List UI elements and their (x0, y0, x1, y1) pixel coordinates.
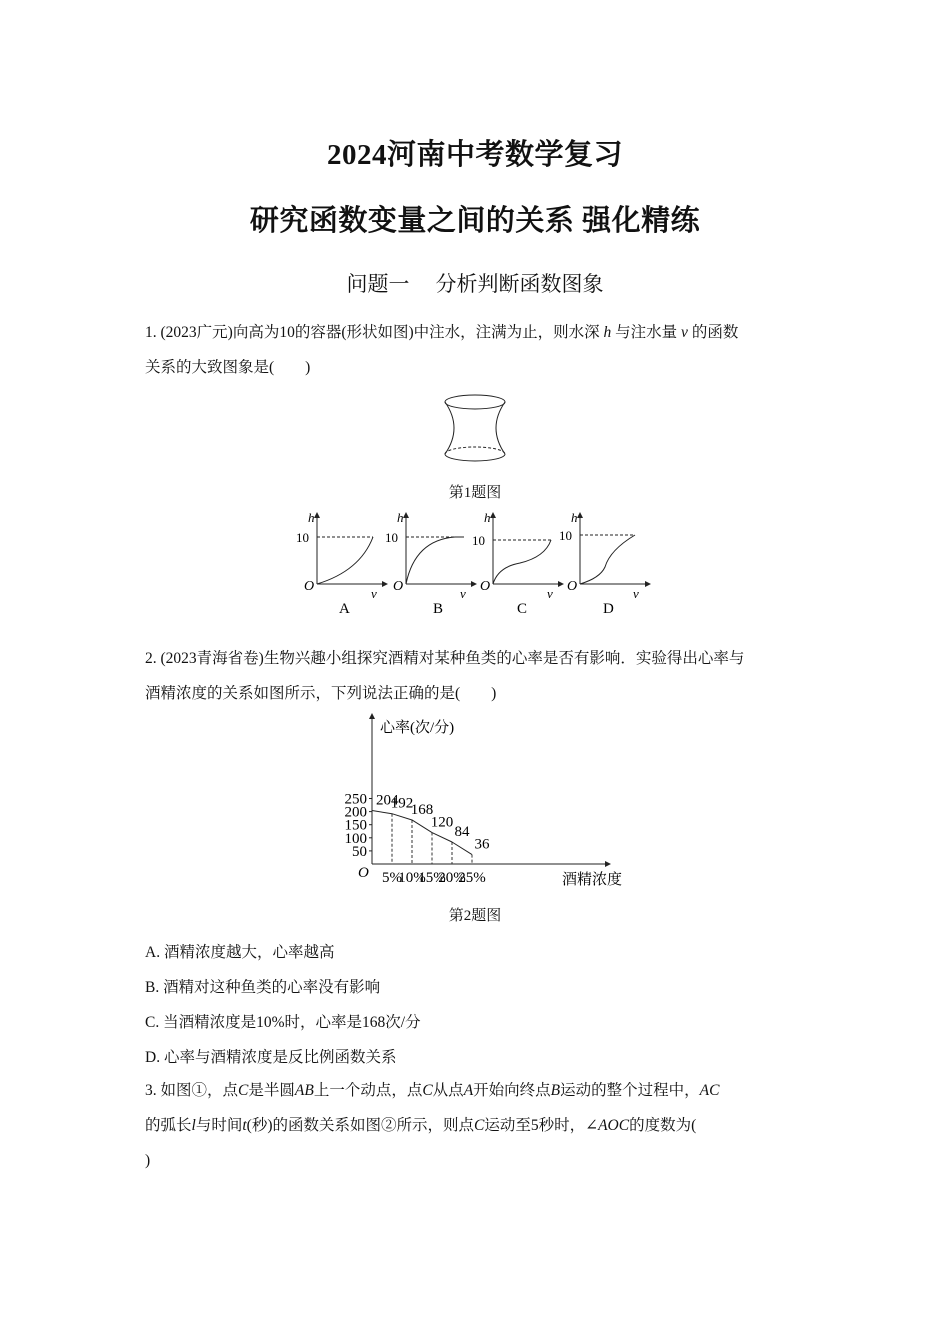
variable-h: h (603, 324, 612, 341)
section-title: 分析判断函数图象 (435, 272, 604, 296)
point-c: C (473, 1117, 485, 1134)
option-graph-c (472, 510, 563, 617)
heart-rate-chart (320, 710, 640, 900)
option-graph-a (296, 510, 387, 617)
point-a: A (463, 1082, 474, 1099)
question-source: (2023青海省卷) (160, 650, 264, 667)
option-text: 酒精浓度越大，心率越高 (163, 944, 335, 961)
question-number: 1. (145, 324, 157, 341)
svg-text:C: C (517, 601, 528, 617)
point-b: B (550, 1082, 561, 1099)
question-text: 如图①，点 (160, 1082, 239, 1099)
question-text: 运动至5秒时， (484, 1117, 586, 1134)
svg-text:250: 250 (344, 791, 367, 808)
svg-text:B: B (433, 601, 444, 617)
question-text: 上一个动点，点 (313, 1082, 423, 1099)
variable-v: v (681, 324, 688, 341)
question-text: 与注水量 (615, 324, 678, 341)
question-number: 2. (145, 650, 157, 667)
svg-text:v: v (547, 586, 553, 601)
svg-text:100: 100 (344, 830, 367, 847)
document-subtitle: 研究函数变量之间的关系 强化精练 (249, 205, 701, 237)
question-text: 生物兴趣小组探究酒精对某种鱼类的心率是否有影响．实验得出心率与 (263, 650, 745, 667)
question-2-text (145, 641, 810, 711)
point-c: C (238, 1082, 249, 1099)
question-text: 运动的整个过程中， (560, 1082, 700, 1099)
question-text: 的弧长 (145, 1117, 192, 1134)
option-a[interactable] (145, 940, 334, 962)
container-figure (435, 390, 515, 470)
question-number: 3. (145, 1082, 157, 1099)
option-c[interactable] (145, 1010, 421, 1032)
question-text: 的函数 (691, 324, 739, 341)
svg-text:10%: 10% (398, 870, 426, 886)
svg-text:10: 10 (472, 533, 485, 548)
question-text: 关系的大致图象是( ) (145, 359, 311, 376)
figure-2-caption: 第2题图 (448, 908, 502, 924)
svg-text:25%: 25% (458, 870, 486, 886)
option-text: 心率与酒精浓度是反比例函数关系 (163, 1049, 397, 1066)
svg-text:168: 168 (410, 801, 434, 818)
svg-text:120: 120 (430, 814, 454, 831)
variable-t: t (242, 1117, 247, 1134)
angle-aoc: ∠AOC (585, 1117, 630, 1134)
svg-text:10: 10 (385, 530, 398, 545)
svg-text:h: h (397, 510, 404, 525)
svg-text:v: v (633, 586, 639, 601)
svg-text:36: 36 (474, 836, 490, 853)
question-text: 从点 (432, 1082, 464, 1099)
document-title: 2024河南中考数学复习 (326, 139, 623, 171)
svg-text:200: 200 (344, 804, 367, 821)
svg-text:O: O (393, 579, 404, 594)
question-text: 向高为10的容器(形状如图)中注水，注满为止，则水深 (232, 324, 600, 341)
svg-text:h: h (484, 510, 491, 525)
svg-text:50: 50 (352, 843, 367, 860)
option-d[interactable] (145, 1045, 396, 1067)
arc-ac: AC (699, 1082, 720, 1099)
svg-text:5%: 5% (382, 870, 402, 886)
option-key: C. (145, 1014, 160, 1031)
segment-ab: AB (294, 1082, 314, 1099)
option-graph-b (385, 510, 476, 617)
svg-text:O: O (304, 579, 315, 594)
option-text: 酒精对这种鱼类的心率没有影响 (163, 979, 381, 996)
option-key: B. (145, 979, 160, 996)
question-text: ) (145, 1152, 151, 1169)
variable-l: l (191, 1117, 196, 1134)
option-key: A. (145, 944, 161, 961)
svg-text:10: 10 (559, 528, 572, 543)
svg-text:20%: 20% (438, 870, 466, 886)
question-text: 与时间 (195, 1117, 243, 1134)
section-heading (0, 268, 950, 298)
origin-label: O (358, 865, 369, 881)
svg-text:192: 192 (390, 795, 414, 812)
svg-text:D: D (603, 601, 614, 617)
figure-1-caption: 第1题图 (448, 485, 502, 501)
section-label: 问题一 (346, 272, 410, 296)
svg-text:h: h (571, 510, 578, 525)
svg-text:15%: 15% (418, 870, 446, 886)
svg-text:O: O (567, 579, 578, 594)
question-text: 开始向终点 (473, 1082, 551, 1099)
question-text: 酒精浓度的关系如图所示，下列说法正确的是( ) (145, 685, 497, 702)
question-1-option-graphs (295, 505, 665, 620)
svg-text:84: 84 (454, 823, 470, 840)
question-3-text (145, 1073, 810, 1178)
option-key: D. (145, 1049, 161, 1066)
question-text: 是半圆 (248, 1082, 295, 1099)
point-c: C (422, 1082, 433, 1099)
question-1-text (145, 315, 810, 385)
question-source: (2023广元) (160, 324, 233, 341)
svg-text:v: v (371, 586, 377, 601)
y-axis-label: 心率(次/分) (380, 720, 455, 736)
svg-text:A: A (339, 601, 350, 617)
question-text: (秒)的函数关系如图②所示，则点 (246, 1117, 474, 1134)
svg-text:h: h (308, 510, 315, 525)
x-axis-label: 酒精浓度 (562, 872, 623, 888)
svg-text:v: v (460, 586, 466, 601)
svg-text:150: 150 (344, 817, 367, 834)
svg-text:204: 204 (376, 792, 399, 809)
option-graph-d (559, 510, 650, 617)
svg-text:O: O (480, 579, 491, 594)
option-text: 当酒精浓度是10%时，心率是168次/分 (163, 1014, 421, 1031)
option-b[interactable] (145, 975, 380, 997)
svg-text:10: 10 (296, 530, 309, 545)
chart-plot (345, 714, 611, 886)
question-text: 的度数为( (629, 1117, 697, 1134)
